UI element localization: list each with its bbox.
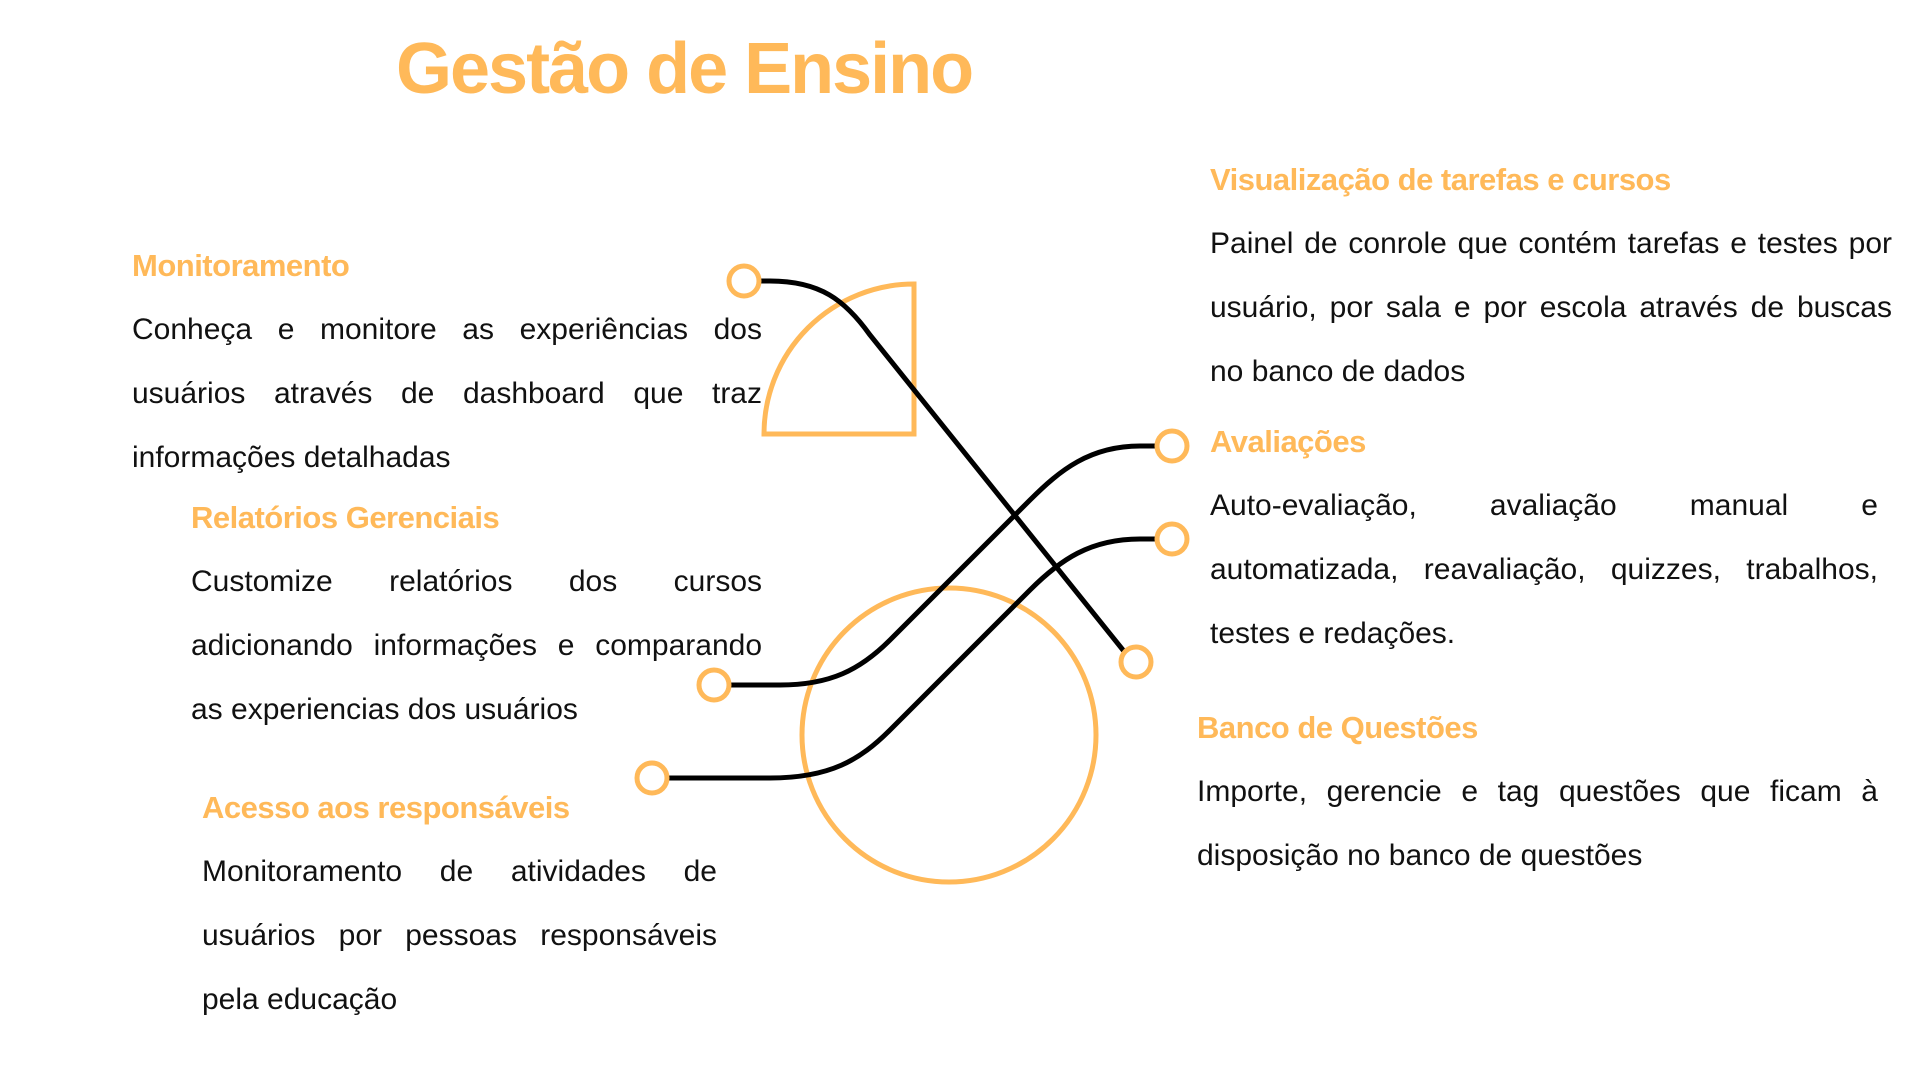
feature-description: Customize relatórios dos cursos adicionando informações e comparando as experiencias dos usuários <box>191 565 762 726</box>
feature-heading: Relatórios Gerenciais <box>191 500 500 535</box>
feature-banco-questoes <box>1197 706 1878 888</box>
feature-description: Conheça e monitore as experiências dos usuários através de dashboard que traz informações detalhadas <box>132 313 762 474</box>
feature-monitoramento <box>132 244 762 490</box>
feature-heading: Banco de Questões <box>1197 710 1478 745</box>
feature-description: Painel de conrole que contém tarefas e testes por usuário, por sala e por escola através de buscas no banco de dados <box>1210 227 1892 388</box>
feature-description: Importe, gerencie e tag questões que ficam à disposição no banco de questões <box>1197 775 1878 872</box>
feature-heading: Acesso aos responsáveis <box>202 790 570 825</box>
feature-description: Monitoramento de atividades de usuários por pessoas responsáveis pela educação <box>202 855 717 1016</box>
connector-relatorios-avaliacoes <box>729 446 1157 685</box>
connector-node-avaliacoes-2 <box>1157 524 1187 554</box>
connector-node-avaliacoes-1 <box>1157 431 1187 461</box>
feature-heading: Visualização de tarefas e cursos <box>1210 162 1671 197</box>
feature-relatorios-gerenciais <box>191 496 762 742</box>
feature-heading: Avaliações <box>1210 424 1366 459</box>
feature-description: Auto-evaliação, avaliação manual e automatizada, reavaliação, quizzes, trabalhos, testes e redações. <box>1210 489 1878 650</box>
feature-visualizacao-tarefas <box>1210 158 1892 404</box>
connector-node-banco <box>1121 647 1151 677</box>
feature-acesso-responsaveis <box>202 786 717 1032</box>
page-title: Gestão de Ensino <box>396 29 973 109</box>
feature-avaliacoes <box>1210 420 1878 666</box>
feature-heading: Monitoramento <box>132 248 350 283</box>
large-circle-shape <box>802 588 1096 882</box>
